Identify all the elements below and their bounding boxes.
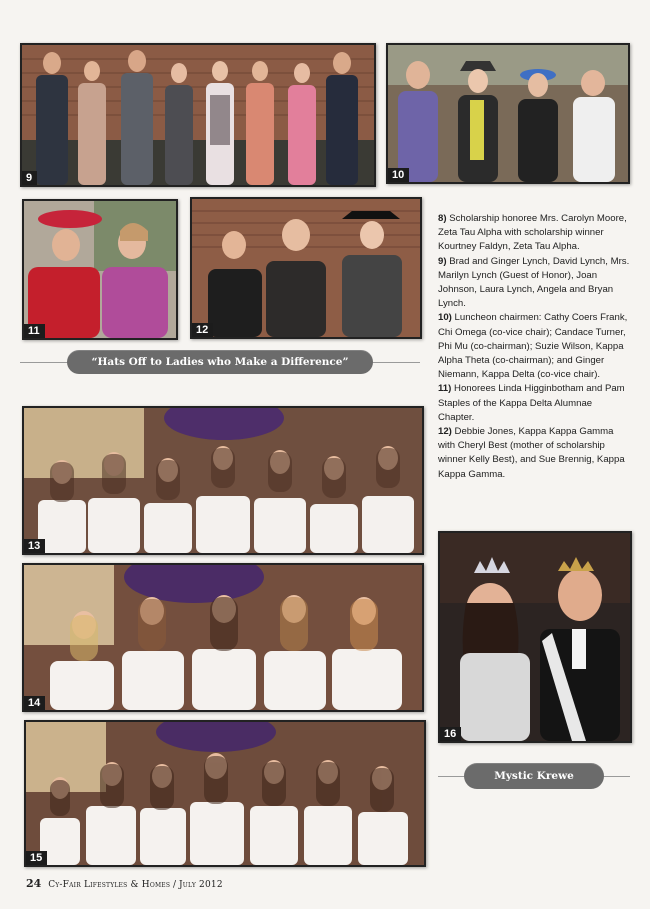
photo-12-scene: [192, 199, 420, 337]
caption-12: 12) Debbie Jones, Kappa Kappa Gamma with Cheryl Best (mother of scholarship winner Kelly Best), and Sue Brennig, Kappa Kappa Gamma.: [438, 426, 625, 480]
banner-rule-left: [438, 776, 466, 777]
caption-8: 8) Scholarship honoree Mrs. Carolyn Moore, Zeta Tau Alpha with scholarship winner Kourtney Faldyn, Zeta Tau Alpha.: [438, 213, 627, 253]
photo-captions: [438, 212, 630, 482]
photo-13: [22, 406, 424, 555]
publication-name: Cy-Fair Lifestyles & Homes: [48, 880, 171, 890]
photo-12: [190, 197, 422, 339]
mystic-krewe-banner: [438, 762, 630, 790]
photo-9: [20, 43, 376, 187]
photo-number: 11: [24, 324, 45, 338]
photo-number: 15: [26, 851, 47, 865]
banner-rule-right: [370, 362, 420, 363]
mystic-krewe-banner-label: Mystic Krewe: [464, 763, 604, 789]
photo-number: 16: [440, 727, 461, 741]
footer-separator: /: [170, 880, 179, 890]
photo-15: [24, 720, 426, 867]
photo-15-scene: [26, 722, 424, 865]
page-number: 24: [26, 877, 42, 890]
photo-10-scene: [388, 45, 628, 182]
photo-10: [386, 43, 630, 184]
caption-9: 9) Brad and Ginger Lynch, David Lynch, Mrs. Marilyn Lynch (Guest of Honor), Joan Johnson, Laura Lynch, Angela and Bryan Lynch.: [438, 255, 630, 310]
photo-16-scene: [440, 533, 630, 741]
photo-number: 13: [24, 539, 45, 553]
photo-14: [22, 563, 424, 712]
photo-number: 10: [388, 168, 409, 182]
banner-rule-right: [602, 776, 630, 777]
banner-rule-left: [20, 362, 68, 363]
page-footer: [26, 877, 223, 890]
photo-11: [22, 199, 178, 340]
photo-9-scene: [22, 45, 374, 185]
caption-11: 11) Honorees Linda Higginbotham and Pam Staples of the Kappa Delta Alumnae Chapter.: [438, 383, 625, 423]
photo-14-scene: [24, 565, 422, 710]
hats-off-banner: [20, 349, 420, 375]
photo-number: 14: [24, 696, 45, 710]
hats-off-banner-label: “Hats Off to Ladies who Make a Difference”: [67, 350, 373, 374]
photo-13-scene: [24, 408, 422, 553]
photo-16: [438, 531, 632, 743]
caption-10: 10) Luncheon chairmen: Cathy Coers Frank, Chi Omega (co-vice chair); Candace Turner, Phi Mu (co-chairman); Suzie Wilson, Kappa Alpha Theta (co-chairman); and Ginger Niemann, Kappa Delta (co-vice chair).: [438, 312, 628, 381]
photo-number: 12: [192, 323, 213, 337]
photo-11-scene: [24, 201, 176, 338]
photo-number: 9: [22, 171, 37, 185]
issue-date: July 2012: [178, 880, 223, 890]
